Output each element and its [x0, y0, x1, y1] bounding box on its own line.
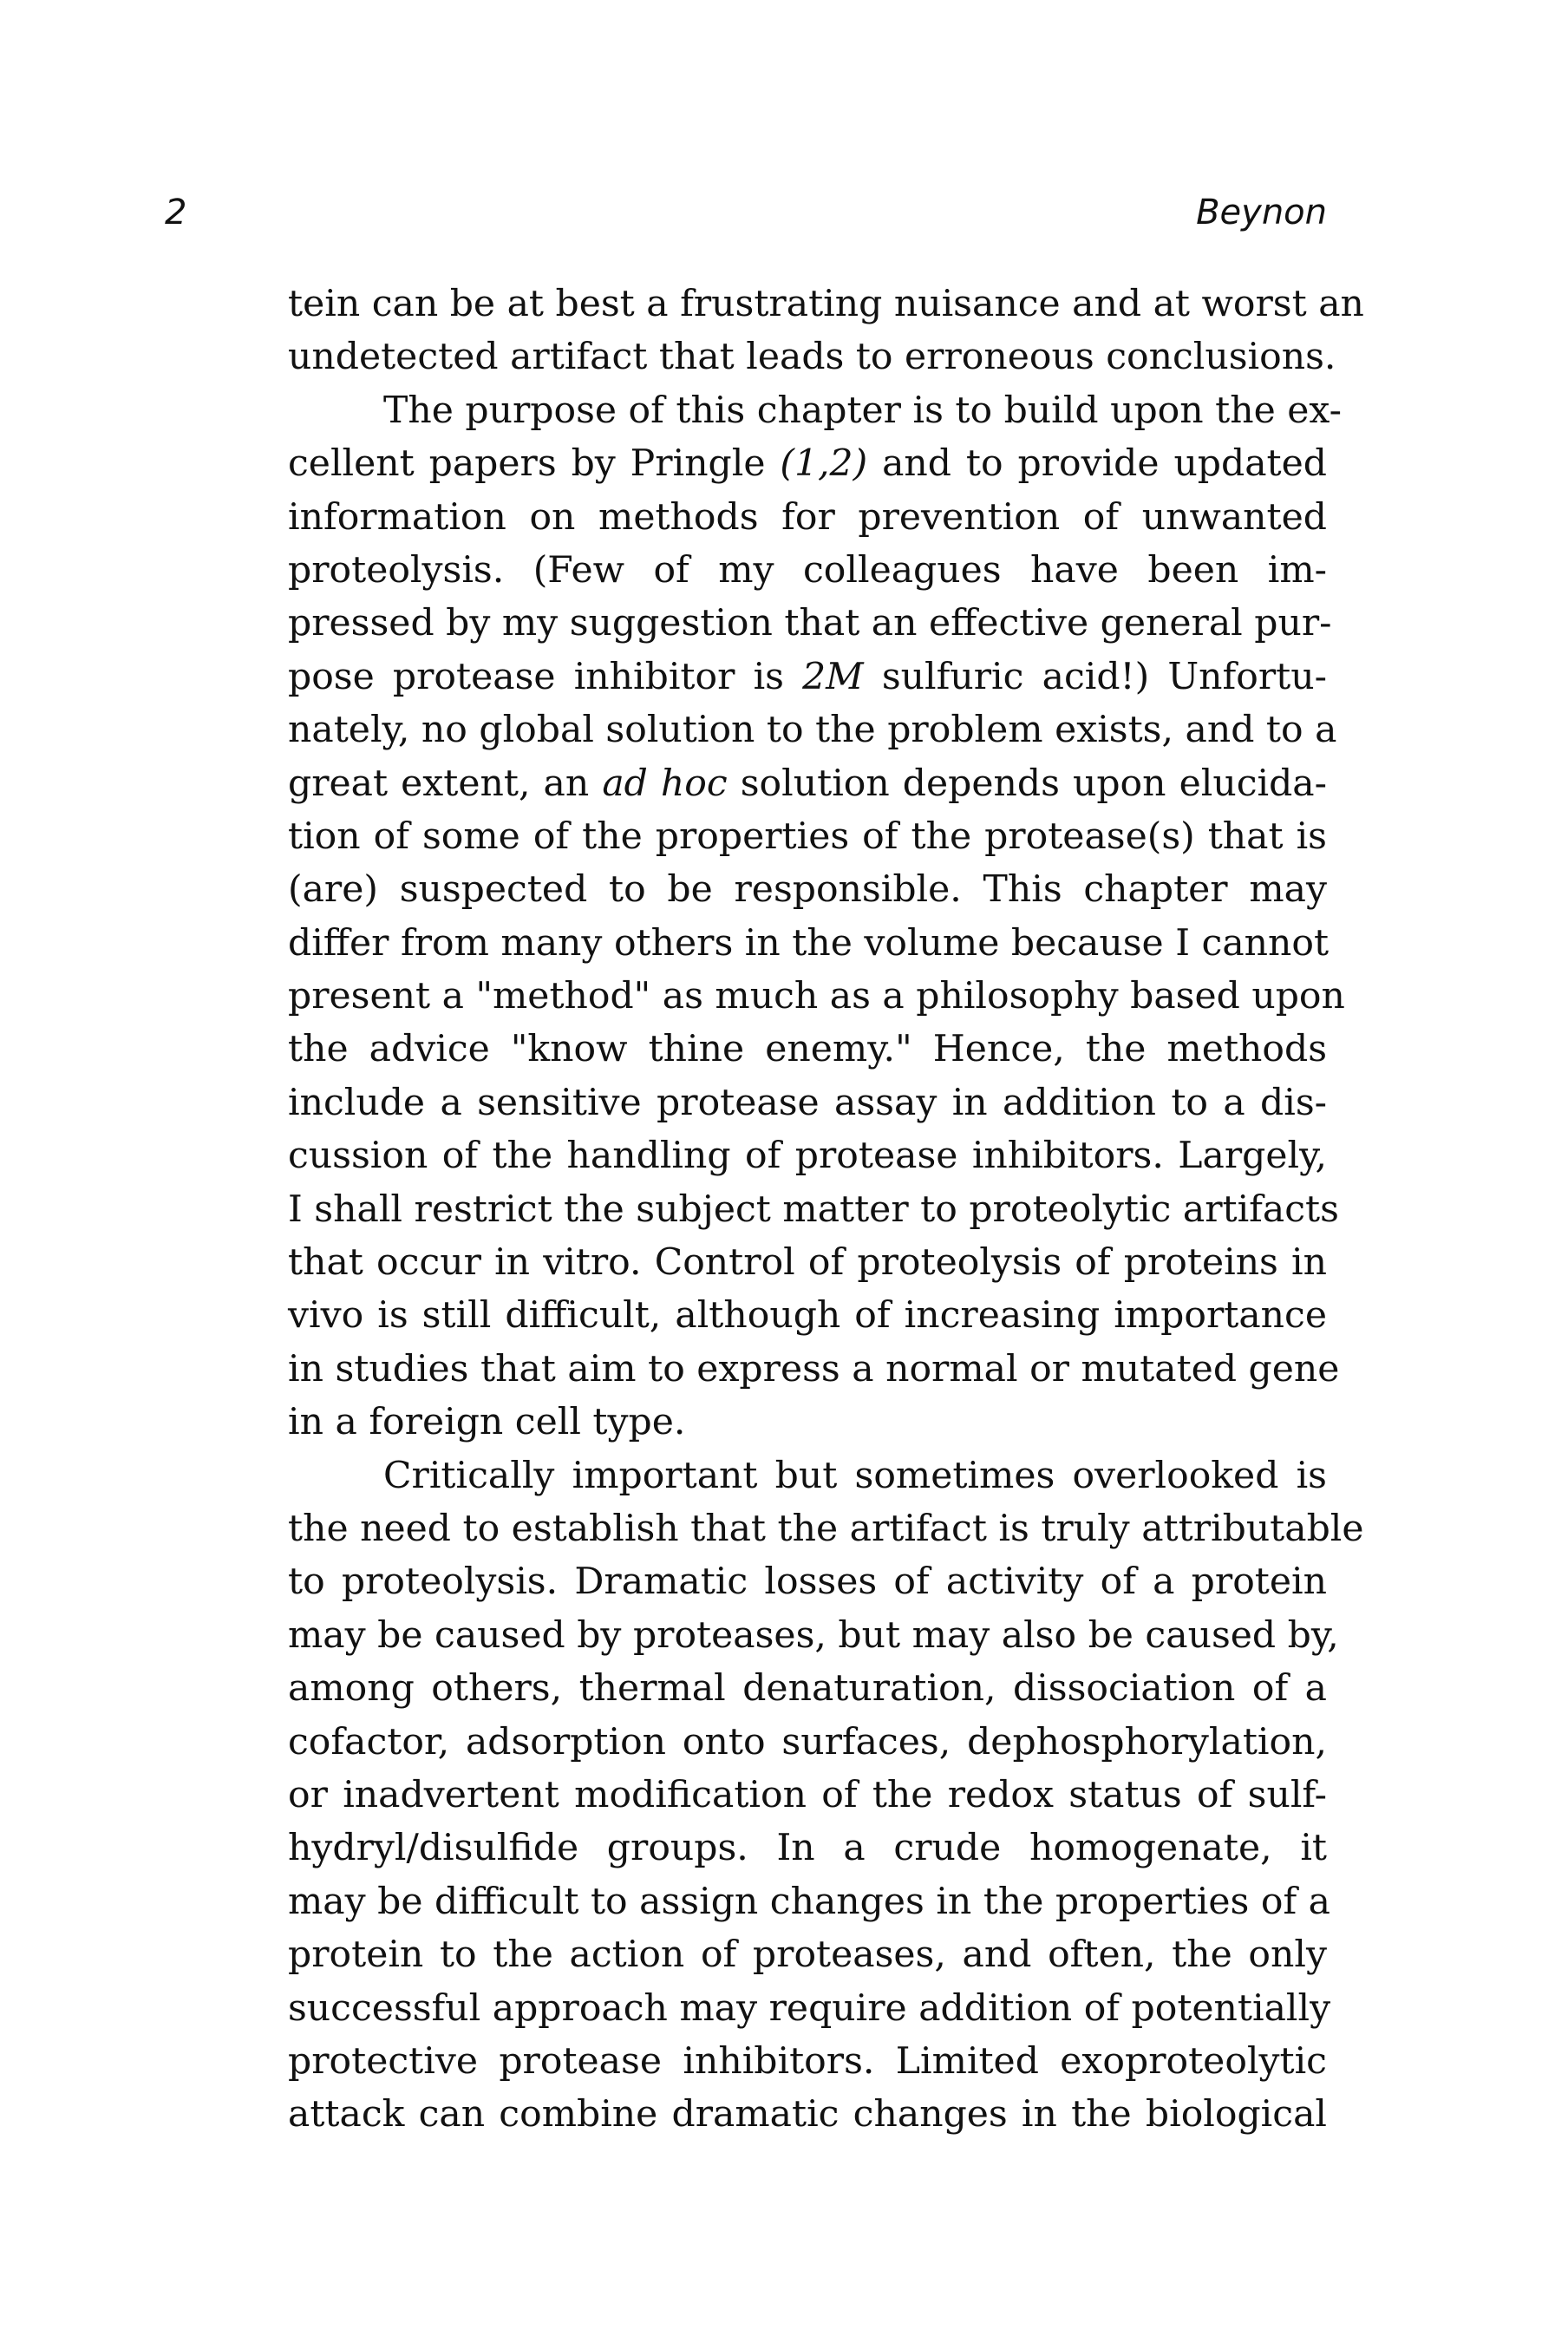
text-line: tein can be at best a frustrating nuisance and at worst an: [288, 283, 1364, 325]
page-header: [165, 193, 1327, 245]
text-line: that occur in vitro. Control of proteolysis of proteins in: [288, 1241, 1327, 1285]
body-text: [288, 278, 1364, 2142]
text-line: in a foreign cell type.: [288, 1401, 686, 1444]
text-line: pose protease inhibitor is 2M sulfuric acid!) Unfortu-: [288, 655, 1327, 698]
text-line: among others, thermal denaturation, dissociation of a: [288, 1667, 1327, 1711]
text-line: vivo is still difficult, although of increasing importance: [288, 1294, 1327, 1338]
text-line: proteolysis. (Few of my colleagues have been im-: [288, 548, 1327, 592]
text-line: great extent, an ad hoc solution depends upon elucida-: [288, 762, 1327, 805]
text-line: may be difficult to assign changes in the properties of a: [288, 1880, 1331, 1923]
text-line: attack can combine dramatic changes in the biological: [288, 2093, 1327, 2136]
running-head: Beynon: [1196, 193, 1327, 232]
text-line: cofactor, adsorption onto surfaces, dephosphorylation,: [288, 1720, 1327, 1763]
text-line: or inadvertent modification of the redox status of sulf-: [288, 1773, 1327, 1816]
text-line: hydryl/disulfide groups. In a crude homogenate, it: [288, 1827, 1327, 1870]
italic-term: ad hoc: [602, 762, 728, 805]
text-line: nately, no global solution to the problem exists, and to a: [288, 709, 1337, 752]
text-line: successful approach may require addition of potentially: [288, 1986, 1331, 2030]
text-line: to proteolysis. Dramatic losses of activity of a protein: [288, 1561, 1327, 1604]
text-line: The purpose of this chapter is to build upon the ex-: [383, 389, 1342, 432]
text-line: present a "method" as much as a philosophy based upon: [288, 975, 1345, 1018]
text-line: cussion of the handling of protease inhibitors. Largely,: [288, 1135, 1327, 1178]
text-line: include a sensitive protease assay in addition to a dis-: [288, 1081, 1327, 1124]
text-line: may be caused by proteases, but may also be caused by,: [288, 1613, 1339, 1657]
text-line: (are) suspected to be responsible. This chapter may: [288, 868, 1327, 912]
text-line: tion of some of the properties of the protease(s) that is: [288, 815, 1327, 858]
text-line: protective protease inhibitors. Limited exoproteolytic: [288, 2039, 1327, 2083]
text-line: in studies that aim to express a normal or mutated gene: [288, 1347, 1340, 1390]
text-line: I shall restrict the subject matter to proteolytic artifacts: [288, 1188, 1339, 1231]
page-number: 2: [165, 193, 187, 232]
text-line: the need to establish that the artifact is truly attributable: [288, 1507, 1364, 1550]
text-line: differ from many others in the volume because I cannot: [288, 921, 1330, 965]
text-line: pressed by my suggestion that an effective general pur-: [288, 602, 1332, 645]
italic-term: (1,2): [780, 442, 868, 486]
text-line: protein to the action of proteases, and often, the only: [288, 1934, 1327, 1977]
italic-term: 2M: [802, 655, 864, 698]
text-line: cellent papers by Pringle (1,2) and to provide updated: [288, 442, 1327, 486]
text-line: information on methods for prevention of unwanted: [288, 495, 1327, 539]
text-line: Critically important but sometimes overlooked is: [383, 1454, 1327, 1497]
text-line: the advice "know thine enemy." Hence, the methods: [288, 1028, 1327, 1071]
text-line: undetected artifact that leads to erroneous conclusions.: [288, 336, 1336, 379]
